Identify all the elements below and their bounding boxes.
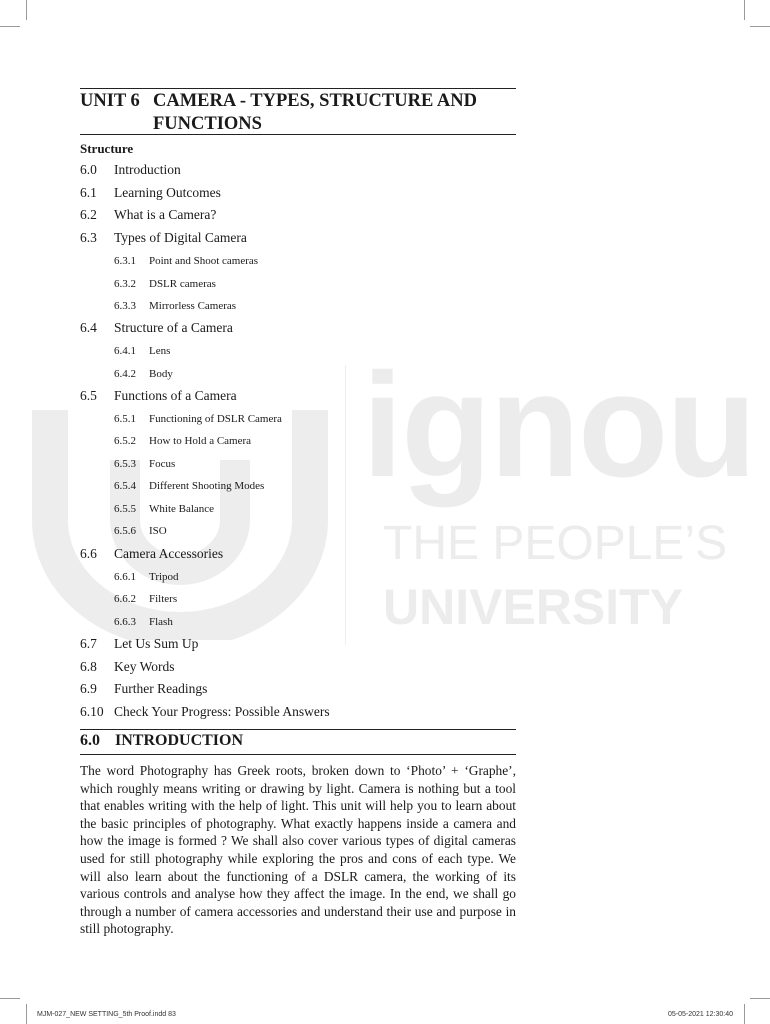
toc-number: 6.5 <box>80 388 97 403</box>
structure-heading: Structure <box>80 141 134 156</box>
toc-subitem <box>114 616 173 628</box>
toc-subitem <box>114 571 179 583</box>
toc-item <box>80 230 247 246</box>
toc-label: Structure of a Camera <box>114 320 233 335</box>
toc-item <box>80 681 207 697</box>
toc-subitem <box>114 435 251 447</box>
toc-subitem <box>114 525 167 537</box>
toc-label: Key Words <box>114 659 175 674</box>
toc-label: Mirrorless Cameras <box>149 300 237 312</box>
toc-number: 6.5.6 <box>114 525 136 537</box>
toc-label: What is a Camera? <box>114 207 217 222</box>
toc-number: 6.3.3 <box>114 300 136 312</box>
toc-subitem <box>114 300 236 312</box>
footer-timestamp: 05-05-2021 12:30:40 <box>668 1011 733 1018</box>
toc-number: 6.4.2 <box>114 368 136 380</box>
toc-number: 6.5.3 <box>114 458 136 470</box>
title-top-rule <box>80 88 516 89</box>
toc-label: White Balance <box>149 503 215 515</box>
section-bottom-rule <box>80 754 516 755</box>
toc-subitem <box>114 503 214 515</box>
crop-mark <box>26 0 27 20</box>
toc-subitem <box>114 458 175 470</box>
toc-item <box>80 185 221 201</box>
toc-label: Focus <box>149 458 176 470</box>
toc-number: 6.6.3 <box>114 616 136 628</box>
toc-subitem <box>114 480 264 492</box>
toc-item <box>80 636 198 652</box>
toc-number: 6.4.1 <box>114 345 136 357</box>
toc-label: Flash <box>149 616 173 628</box>
toc-item <box>80 546 223 562</box>
unit-title <box>80 90 520 136</box>
toc-item <box>80 207 216 223</box>
crop-mark <box>0 26 20 27</box>
toc-number: 6.0 <box>80 162 97 177</box>
toc-subitem <box>114 593 177 605</box>
toc-number: 6.1 <box>80 185 97 200</box>
toc-number: 6.3.2 <box>114 278 136 290</box>
toc-number: 6.5.5 <box>114 503 136 515</box>
toc-label: ISO <box>149 525 167 537</box>
toc-number: 6.3.1 <box>114 255 136 267</box>
unit-number: UNIT 6 <box>80 91 140 111</box>
toc-label: Filters <box>149 593 178 605</box>
toc-label: Camera Accessories <box>114 546 224 561</box>
toc-number: 6.2 <box>80 207 97 222</box>
section-title: INTRODUCTION <box>115 732 244 749</box>
toc-number: 6.6.2 <box>114 593 136 605</box>
watermark-line1: THE PEOPLE’S <box>383 517 728 570</box>
crop-mark <box>750 26 770 27</box>
toc-subitem <box>114 345 170 357</box>
toc-item <box>80 659 175 675</box>
footer-file-info: MJM-027_NEW SETTING_5th Proof.indd 83 <box>37 1011 176 1018</box>
section-top-rule <box>80 729 516 730</box>
toc-label: Learning Outcomes <box>114 185 221 200</box>
crop-mark <box>26 1004 27 1024</box>
toc-label: Further Readings <box>114 681 208 696</box>
introduction-paragraph: The word Photography has Greek roots, broken down to ‘Photo’ + ‘Graphe’, which roughly means writing or drawing by light. Camera is nothing but a tool that enables writing with the help of light. This unit will help you to learn about the basic principles of photography. What exactly happens inside a camera and how the image is formed ? We shall also cover various types of digital cameras used for still photography while exploring the pros and cons of each type. We will also learn about the functioning of a DSLR camera, the working of its various controls and analyse how they affect the image. In the end, we shall go through a number of camera accessories and understand their use and purpose in still photography. <box>80 763 516 937</box>
toc-label: Types of Digital Camera <box>114 230 247 245</box>
watermark-brand: ignou <box>362 343 755 508</box>
toc-label: Lens <box>149 345 171 357</box>
toc-number: 6.7 <box>80 636 97 651</box>
toc-label: Check Your Progress: Possible Answers <box>114 704 330 719</box>
toc-number: 6.4 <box>80 320 97 335</box>
section-number: 6.0 <box>80 732 100 749</box>
section-heading <box>80 732 243 750</box>
toc-number: 6.6.1 <box>114 571 136 583</box>
watermark-divider <box>345 365 346 645</box>
toc-subitem <box>114 278 216 290</box>
watermark-line2: UNIVERSITY <box>383 579 684 635</box>
toc-label: Body <box>149 368 173 380</box>
toc-item <box>80 704 330 720</box>
toc-number: 6.9 <box>80 681 97 696</box>
toc-label: Point and Shoot cameras <box>149 255 259 267</box>
toc-label: Introduction <box>114 162 181 177</box>
toc-item <box>80 320 233 336</box>
toc-label: Different Shooting Modes <box>149 480 265 492</box>
toc-item <box>80 388 237 404</box>
toc-label: How to Hold a Camera <box>149 435 252 447</box>
toc-number: 6.10 <box>80 704 104 719</box>
crop-mark <box>750 998 770 999</box>
toc-number: 6.3 <box>80 230 97 245</box>
toc-label: DSLR cameras <box>149 278 216 290</box>
toc-label: Functions of a Camera <box>114 388 237 403</box>
toc-number: 6.5.4 <box>114 480 136 492</box>
crop-mark <box>744 1004 745 1024</box>
toc-number: 6.8 <box>80 659 97 674</box>
toc-label: Tripod <box>149 571 179 583</box>
toc-subitem <box>114 368 173 380</box>
toc-label: Let Us Sum Up <box>114 636 199 651</box>
unit-title-line2: FUNCTIONS <box>153 114 262 134</box>
title-bottom-rule <box>80 134 516 135</box>
toc-item <box>80 162 181 178</box>
toc-number: 6.6 <box>80 546 97 561</box>
toc-label: Functioning of DSLR Camera <box>149 413 282 425</box>
toc-subitem <box>114 255 258 267</box>
crop-mark <box>744 0 745 20</box>
crop-mark <box>0 998 20 999</box>
toc-number: 6.5.2 <box>114 435 136 447</box>
toc-subitem <box>114 413 282 425</box>
unit-title-line1: CAMERA - TYPES, STRUCTURE AND <box>153 91 477 111</box>
toc-number: 6.5.1 <box>114 413 136 425</box>
